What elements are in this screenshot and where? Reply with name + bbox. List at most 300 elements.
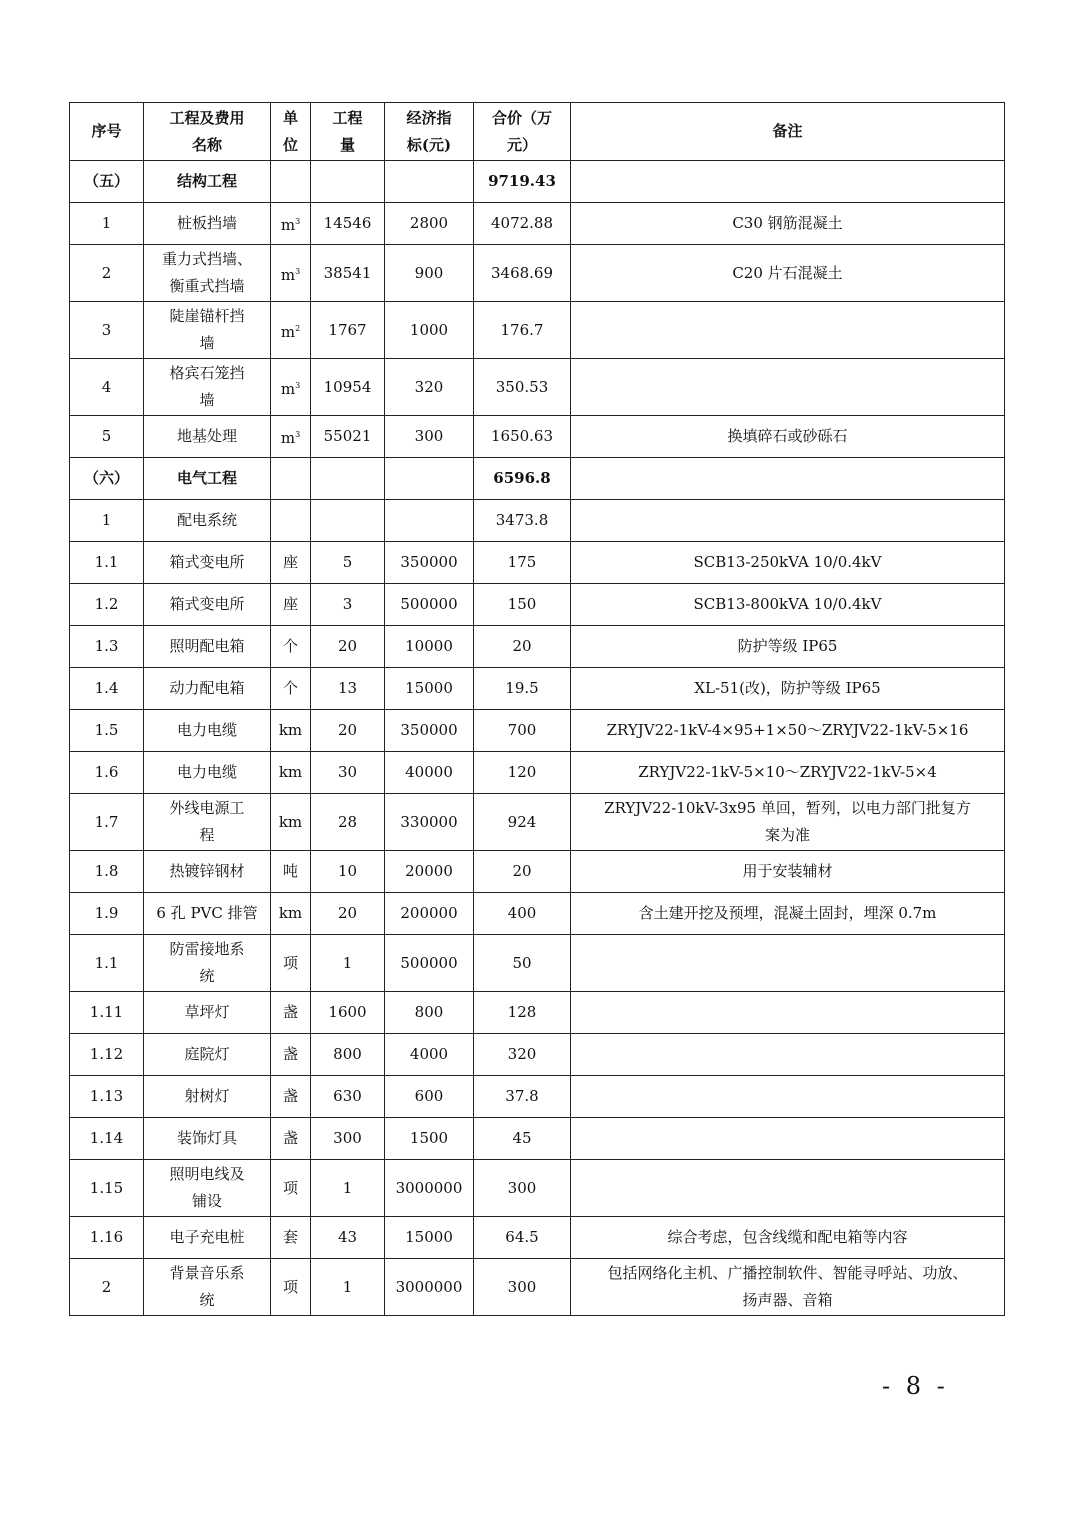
row-unit [271,1076,311,1118]
cell-text-line: 格宾石笼挡 [169,364,245,382]
row-quantity [311,416,385,458]
row-index [70,710,144,752]
row-quantity [311,1217,385,1259]
row-notes [571,458,1005,500]
cell-text: 1.3 [94,637,119,655]
cell-text: 630 [333,1087,362,1105]
row-unit-price [385,1160,474,1217]
row-notes [571,1034,1005,1076]
cell-text: 20000 [405,862,453,880]
row-quantity [311,710,385,752]
cell-text: ZRYJV22-1kV-5×10～ZRYJV22-1kV-5×4 [638,763,937,781]
row-item-name [144,416,271,458]
cell-text: 300 [507,1277,537,1296]
header-quantity [311,103,385,161]
header-index [70,103,144,161]
cell-text: 38541 [323,263,372,282]
cell-text: 15000 [405,679,453,697]
row-quantity [311,668,385,710]
table-row [70,626,1005,668]
table-row [70,542,1005,584]
cell-text: km [278,812,303,831]
table-row [70,1160,1005,1217]
row-total [474,710,571,752]
cell-text: 300 [507,1178,537,1197]
cell-text: 桩板挡墙 [176,214,237,232]
header-text-line: 位 [282,135,298,154]
row-total [474,1217,571,1259]
cell-text: 1.4 [94,679,119,697]
table-row [70,668,1005,710]
cell-text: 400 [507,904,537,922]
cell-text: 330000 [400,812,458,831]
row-unit-price [385,710,474,752]
row-unit [271,668,311,710]
row-notes [571,302,1005,359]
row-notes [571,1259,1005,1316]
row-index [70,668,144,710]
cell-text: km [278,763,303,781]
cell-text: 用于安装辅材 [742,862,833,880]
row-notes [571,1217,1005,1259]
table-row [70,794,1005,851]
row-notes [571,893,1005,935]
row-item-name [144,302,271,359]
cell-text-line: 防雷接地系 [169,940,245,958]
cell-text: 10954 [323,377,372,396]
cell-text: 草坪灯 [184,1003,230,1021]
row-unit [271,794,311,851]
row-unit-price [385,626,474,668]
row-unit-price [385,416,474,458]
cell-text: 1.1 [94,953,119,972]
row-total [474,245,571,302]
cell-text: 9719.43 [488,172,556,190]
row-notes [571,935,1005,992]
row-total [474,500,571,542]
row-index [70,416,144,458]
cell-text: 900 [414,263,444,282]
cell-text: 1.8 [94,862,119,880]
row-index [70,500,144,542]
row-total [474,584,571,626]
row-total [474,458,571,500]
row-unit [271,245,311,302]
row-item-name [144,458,271,500]
row-item-name [144,161,271,203]
cell-text: 1600 [328,1003,367,1021]
cell-text-line: 案为准 [764,826,810,844]
row-unit [271,935,311,992]
row-total [474,542,571,584]
cell-text: 热镀锌钢材 [169,862,245,880]
cell-text: 3468.69 [490,263,554,282]
row-unit-price [385,893,474,935]
header-text-line: 量 [339,135,355,154]
row-total [474,161,571,203]
cell-text: SCB13-800kVA 10/0.4kV [693,595,882,613]
row-index [70,935,144,992]
row-unit-price [385,245,474,302]
row-unit-price [385,1034,474,1076]
unit-base: m [280,429,296,447]
cell-text: 电力电缆 [176,763,237,781]
table-row [70,245,1005,302]
cell-text: 3000000 [395,1178,463,1197]
row-unit-price [385,1118,474,1160]
cell-text: 项 [282,953,298,972]
row-unit-price [385,584,474,626]
row-index [70,458,144,500]
row-item-name [144,1076,271,1118]
header-text-line: 序号 [91,122,122,140]
table-row [70,500,1005,542]
row-total [474,1118,571,1160]
cell-text: 1500 [409,1129,449,1147]
row-unit [271,458,311,500]
row-index [70,1118,144,1160]
cell-text: 64.5 [505,1228,539,1246]
cell-text: 射树灯 [184,1087,230,1105]
row-unit-price [385,161,474,203]
row-unit-price [385,752,474,794]
cell-text: 37.8 [505,1087,539,1105]
table-row [70,1217,1005,1259]
row-quantity [311,626,385,668]
row-unit [271,500,311,542]
cell-text: 3 [342,595,353,613]
row-notes [571,1076,1005,1118]
cell-text: 1767 [328,320,367,339]
cell-text: 176.7 [500,320,544,339]
row-notes [571,359,1005,416]
row-quantity [311,161,385,203]
cell-text: 10000 [405,637,453,655]
row-notes [571,542,1005,584]
unit-base: m [280,216,296,234]
cell-text: （六） [83,469,129,487]
row-quantity [311,794,385,851]
cell-text: 300 [333,1129,362,1147]
cell-text: 综合考虑，包含线缆和配电箱等内容 [667,1228,908,1246]
row-notes [571,794,1005,851]
cell-text: 6 孔 PVC 排管 [156,904,258,922]
cell-text: 1 [101,511,112,529]
cell-text: 20 [512,862,532,880]
row-item-name [144,359,271,416]
cell-text-line: 外线电源工 [169,799,245,817]
header-text-line: 工程及费用 [169,108,245,127]
cell-text: 个 [282,679,298,697]
table-body [70,161,1005,1316]
cell-text: 150 [507,595,537,613]
row-unit [271,161,311,203]
cell-text: 800 [414,1003,444,1021]
cell-text: 14546 [323,214,372,232]
cell-text: 700 [507,721,537,739]
row-quantity [311,542,385,584]
table-row [70,302,1005,359]
cell-text: 庭院灯 [184,1045,230,1063]
table-row [70,584,1005,626]
cell-text: 3 [101,320,112,339]
row-notes [571,500,1005,542]
row-total [474,203,571,245]
cell-text: 结构工程 [176,172,237,190]
row-unit [271,1259,311,1316]
row-unit-price [385,359,474,416]
row-index [70,359,144,416]
row-unit-price [385,794,474,851]
cell-text-line: 扬声器、音箱 [742,1291,833,1309]
cell-text: 19.5 [505,679,539,697]
header-text-line: 工程 [332,108,363,127]
row-total [474,893,571,935]
cell-text: 1 [342,953,353,972]
row-total [474,752,571,794]
cell-text: 1 [101,214,112,232]
cell-text: 300 [414,427,444,445]
cell-text: 装饰灯具 [176,1129,237,1147]
cell-text-line: 衡重式挡墙 [169,277,245,295]
cell-text: 1.2 [94,595,119,613]
row-notes [571,668,1005,710]
cell-text: 1.12 [89,1045,124,1063]
row-quantity [311,1160,385,1217]
row-item-name [144,794,271,851]
row-total [474,416,571,458]
cell-text: 43 [337,1228,358,1246]
cell-text: 320 [414,377,444,396]
cell-text: 1.9 [94,904,119,922]
table-row [70,1034,1005,1076]
row-unit [271,203,311,245]
row-unit-price [385,1076,474,1118]
row-quantity [311,359,385,416]
table-row [70,851,1005,893]
cell-text: 动力配电箱 [169,679,245,697]
row-unit-price [385,458,474,500]
cell-text: 28 [337,812,358,831]
cell-text: 13 [337,679,358,697]
row-index [70,203,144,245]
row-total [474,1160,571,1217]
row-quantity [311,500,385,542]
row-unit [271,1160,311,1217]
row-notes [571,203,1005,245]
row-total [474,302,571,359]
cell-text: 1 [342,1178,353,1197]
cell-text: 5 [101,427,112,445]
cell-text: 500000 [400,595,458,613]
cell-text: 924 [507,812,537,831]
row-quantity [311,458,385,500]
row-quantity [311,1076,385,1118]
cell-text: 20 [337,904,358,922]
table-row [70,203,1005,245]
cell-text: 1.5 [94,721,119,739]
section-row [70,161,1005,203]
cell-text: 盏 [282,1129,298,1147]
cell-text: 200000 [400,904,458,922]
header-text-line: 元） [506,135,537,154]
row-notes [571,710,1005,752]
row-quantity [311,584,385,626]
row-total [474,935,571,992]
row-item-name [144,584,271,626]
row-item-name [144,1217,271,1259]
cell-text: 座 [282,595,298,613]
row-notes [571,584,1005,626]
cell-text-line: 照明电线及 [169,1165,245,1183]
cell-text: 1.15 [89,1178,124,1197]
row-index [70,542,144,584]
cell-text: SCB13-250kVA 10/0.4kV [693,553,882,571]
row-item-name [144,752,271,794]
row-unit-price [385,302,474,359]
cell-text: 600 [414,1087,444,1105]
cell-text: 1 [342,1277,353,1296]
header-text-line: 备注 [772,122,803,140]
row-item-name [144,1160,271,1217]
cell-text: 6596.8 [493,469,551,487]
row-unit [271,542,311,584]
row-notes [571,851,1005,893]
cell-text: 箱式变电所 [169,595,245,613]
row-index [70,851,144,893]
row-notes [571,416,1005,458]
row-quantity [311,1259,385,1316]
unit-base: m [280,379,296,398]
cell-text-line: ZRYJV22-10kV-3x95 单回，暂列，以电力部门批复方 [604,799,971,817]
row-index [70,161,144,203]
cell-text-line: 墙 [199,334,215,352]
cell-text: 2 [101,263,112,282]
row-item-name [144,1118,271,1160]
unit-exponent: 3 [295,430,301,439]
row-item-name [144,203,271,245]
row-unit-price [385,668,474,710]
row-unit [271,302,311,359]
cell-text: 30 [337,763,358,781]
cell-text: 照明配电箱 [169,637,245,655]
cell-text: 1.6 [94,763,119,781]
cell-text: 120 [507,763,537,781]
row-unit [271,584,311,626]
unit-exponent: 2 [295,323,301,333]
cell-text: ZRYJV22-1kV-4×95+1×50～ZRYJV22-1kV-5×16 [606,721,969,739]
cell-text: 320 [507,1045,537,1063]
row-item-name [144,542,271,584]
cell-text-line: 陡崖锚杆挡 [169,307,245,325]
cell-text: 1.1 [94,553,119,571]
cell-text: 10 [337,862,358,880]
row-total [474,626,571,668]
cell-text: 电气工程 [176,469,237,487]
cell-text: 项 [282,1178,298,1197]
cell-text: 3000000 [395,1277,463,1296]
cell-text-line: 统 [199,1291,215,1309]
row-total [474,851,571,893]
row-index [70,1034,144,1076]
row-unit-price [385,851,474,893]
cell-text-line: 墙 [199,391,215,409]
table-row [70,710,1005,752]
row-unit [271,359,311,416]
row-item-name [144,500,271,542]
row-notes [571,161,1005,203]
table-row [70,1118,1005,1160]
cell-text-line: 重力式挡墙、 [161,250,252,268]
cell-text: 箱式变电所 [169,553,245,571]
row-quantity [311,851,385,893]
row-notes [571,245,1005,302]
cell-text: C20 片石混凝土 [732,263,843,282]
row-item-name [144,935,271,992]
row-notes [571,992,1005,1034]
header-unit [271,103,311,161]
cell-text: 4 [101,377,112,396]
row-quantity [311,935,385,992]
section-row [70,458,1005,500]
cell-text: km [278,904,303,922]
row-unit [271,893,311,935]
cell-text: 1.13 [89,1087,124,1105]
row-unit [271,1034,311,1076]
cell-text: 40000 [405,763,453,781]
row-item-name [144,710,271,752]
cell-text: 配电系统 [176,511,237,529]
row-total [474,668,571,710]
cell-text: 20 [337,721,358,739]
cell-text: 吨 [282,862,298,880]
header-unit-price [385,103,474,161]
cell-text: 地基处理 [176,427,237,445]
row-index [70,992,144,1034]
cell-text: 55021 [323,427,372,445]
cell-text-line: 包括网络化主机、广播控制软件、智能寻呼站、功放、 [607,1264,968,1282]
unit-base: m [280,322,296,341]
cell-text: C30 钢筋混凝土 [732,214,843,232]
unit-exponent: 3 [295,217,301,226]
cell-text: 3473.8 [495,511,549,529]
cell-text: 500000 [400,953,458,972]
row-quantity [311,203,385,245]
cell-text: 128 [507,1003,537,1021]
cell-text: 含土建开挖及预埋，混凝土固封，埋深 0.7m [638,904,937,922]
row-item-name [144,626,271,668]
row-item-name [144,245,271,302]
row-index [70,584,144,626]
cell-text: 2 [101,1277,112,1296]
table-row [70,935,1005,992]
row-item-name [144,668,271,710]
cell-text: 座 [282,553,298,571]
header-total [474,103,571,161]
row-notes [571,1118,1005,1160]
cell-text-line: 程 [199,826,215,844]
cell-text: 350.53 [495,377,549,396]
row-total [474,359,571,416]
row-unit-price [385,935,474,992]
cell-text: 个 [282,637,298,655]
table-row [70,1076,1005,1118]
header-notes [571,103,1005,161]
cell-text: 电子充电桩 [169,1228,245,1246]
row-unit [271,1217,311,1259]
header-text-line: 名称 [191,135,222,154]
row-quantity [311,302,385,359]
